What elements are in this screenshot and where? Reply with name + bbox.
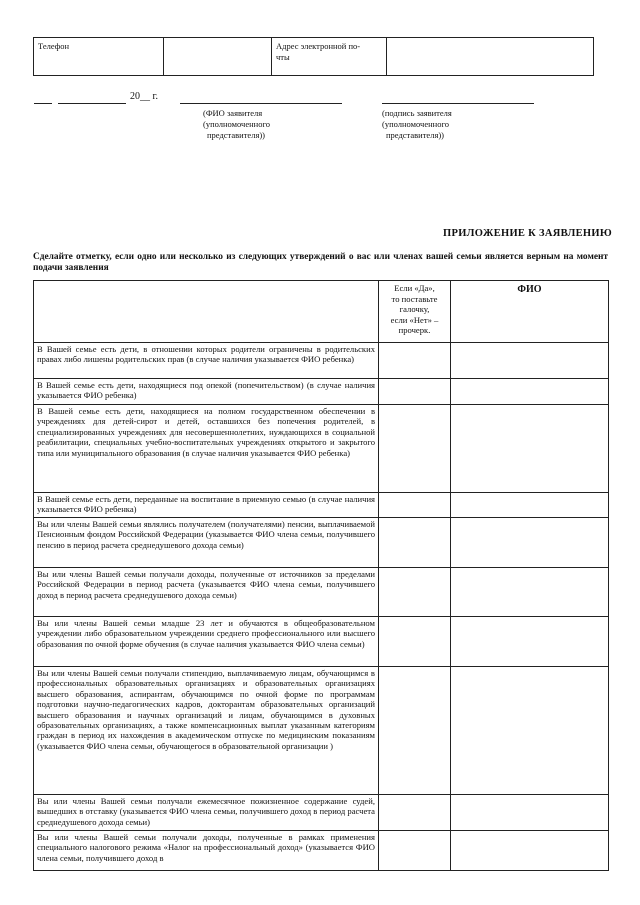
statement-text: Вы или члены Вашей семьи младше 23 лет и обучаются в общеобразовательном учреждении либо образовательном учреждении среднего профессионального или высшего образования по очной форме обучения (в случае наличия указывается ФИО члена семьи) [34, 617, 379, 667]
statement-text: Вы или члены Вашей семьи получали стипендию, выплачиваемую лицам, обучающимся в профессиональных образовательных организациях и образовательных организациях высшего образования, аспирантам, обучающимся по очной форме по программам подготовки научно-педагогических кадров, докторантам образовательных организаций высшего образования и научных организаций и лицам, обучающимся в духовных образовательных организациях, а также компенсационных выплат указанным категориям граждан в период их нахождения в академическом отпуске по медицинским показаниям (указывается ФИО члена семьи, обучающегося в образовательной организации ) [34, 667, 379, 795]
sign-caption: (подпись заявителя (уполномоченного представителя)) [382, 108, 452, 140]
fio-signature-line[interactable] [180, 103, 342, 104]
table-row [34, 405, 609, 493]
fio-caption: (ФИО заявителя (уполномоченного представителя)) [203, 108, 270, 140]
table-row [34, 343, 609, 379]
year-prefix: 20 [130, 91, 140, 102]
table-row [34, 568, 609, 617]
yes-mark-cell[interactable] [379, 568, 451, 617]
table-row [34, 617, 609, 667]
yes-mark-cell[interactable] [379, 795, 451, 831]
date-month-line[interactable] [58, 103, 126, 104]
sign-signature-line[interactable] [382, 103, 534, 104]
fio-cell[interactable] [451, 518, 609, 568]
yes-mark-cell[interactable] [379, 831, 451, 871]
fio-cell[interactable] [451, 343, 609, 379]
email-value-cell[interactable] [387, 38, 594, 76]
table-row [34, 795, 609, 831]
date-day-line[interactable] [34, 103, 52, 104]
fio-cell[interactable] [451, 379, 609, 405]
statement-text: В Вашей семье есть дети, находящиеся на полном государственном обеспечении в учреждениях для детей-сирот и детей, оставшихся без попечения родителей, в специализированных учреждениях для несовершеннолетних, нуждающихся в социальной реабилитации, специальных учебно-воспитательных учреждениях открытого и закрытого типа или муниципального образования (в случае наличия указывается ФИО ребенка) [34, 405, 379, 493]
fio-cell[interactable] [451, 617, 609, 667]
fio-cell[interactable] [451, 667, 609, 795]
fio-cell[interactable] [451, 568, 609, 617]
statement-text: Вы или члены Вашей семьи получали ежемесячное пожизненное содержание судей, вышедших в отставку (указывается ФИО члена семьи, получившего доход в период расчета среднедушевого дохода семьи) [34, 795, 379, 831]
yes-mark-cell[interactable] [379, 518, 451, 568]
yes-mark-cell[interactable] [379, 405, 451, 493]
statement-text: Вы или члены Вашей семьи являлись получателем (получателями) пенсии, выплачиваемой Пенсионным фондом Российской Федерации (указывается ФИО члена семьи, получившего пенсию в период расчета среднедушевого дохода семьи) [34, 518, 379, 568]
table-row [34, 493, 609, 518]
table-header-row [34, 281, 609, 343]
header-fio-cell: ФИО [451, 281, 609, 343]
phone-label: Телефон [34, 38, 164, 76]
fio-cell[interactable] [451, 493, 609, 518]
statement-text: В Вашей семье есть дети, находящиеся под опекой (попечительством) (в случае наличия указывается ФИО ребенка) [34, 379, 379, 405]
statements-table [33, 280, 609, 871]
statement-text: В Вашей семье есть дети, в отношении которых родители ограничены в родительских правах либо лишены родительских прав (в случае наличия указывается ФИО ребенка) [34, 343, 379, 379]
table-row [34, 518, 609, 568]
yes-mark-cell[interactable] [379, 617, 451, 667]
contact-table [33, 37, 594, 76]
table-row [34, 667, 609, 795]
table-row [34, 831, 609, 871]
fio-cell[interactable] [451, 795, 609, 831]
yes-mark-cell[interactable] [379, 343, 451, 379]
statement-text: Вы или члены Вашей семьи получали доходы, полученные в рамках применения специального налогового режима «Налог на профессиональный доход» (указывается ФИО члена семьи, получившего доход в [34, 831, 379, 871]
email-label: Адрес электронной по- чты [272, 38, 387, 76]
appendix-title: ПРИЛОЖЕНИЕ К ЗАЯВЛЕНИЮ [443, 228, 612, 239]
statement-text: Вы или члены Вашей семьи получали доходы, полученные от источников за пределами Российской Федерации в период расчета (указывается ФИО члена семьи, получившего доход в период расчета среднедушевого дохода семьи) [34, 568, 379, 617]
yes-mark-cell[interactable] [379, 379, 451, 405]
phone-value-cell[interactable] [164, 38, 272, 76]
header-yes-cell: Если «Да», то поставьте галочку, если «Нет» – прочерк. [379, 281, 451, 343]
header-statement-cell [34, 281, 379, 343]
year-suffix: __ г. [140, 91, 158, 102]
fio-cell[interactable] [451, 831, 609, 871]
statement-text: В Вашей семье есть дети, переданные на воспитание в приемную семью (в случае наличия указывается ФИО ребенка) [34, 493, 379, 518]
yes-mark-cell[interactable] [379, 667, 451, 795]
fio-cell[interactable] [451, 405, 609, 493]
yes-mark-cell[interactable] [379, 493, 451, 518]
table-row [34, 379, 609, 405]
appendix-instruction: Сделайте отметку, если одно или несколько из следующих утверждений о вас или членах вашей семьи является верным на момент подачи заявления [33, 252, 608, 273]
date-year [130, 91, 158, 103]
